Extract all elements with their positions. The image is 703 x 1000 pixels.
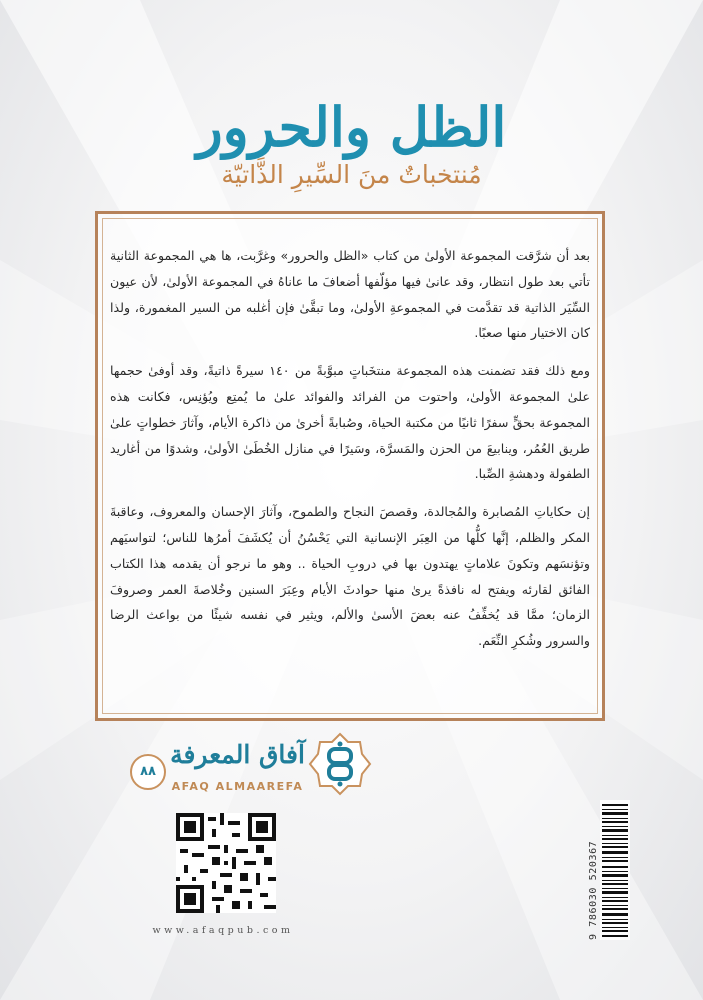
isbn-digits: 9 786030 520367 xyxy=(588,840,599,940)
book-subtitle: مُنتخباتٌ منَ السِّيرِ الذَّاتيّة xyxy=(221,160,482,189)
paragraph-1: بعد أن شرَّقت المجموعة الأولىٰ من كتاب «الظل والحرور» وغرَّبت، ها هي المجموعة الثانية تأتي بعد طول انتظار، وقد عانىٰ فيها مؤلّفها أضعافَ ما عاناهُ في المجموعة الأولىٰ، لأن عيون السِّيَر الذاتية قد تقدَّمت في المجموعةِ الأولىٰ، وما تبقَّىٰ فإن أغلبه من السير المغمورة، ولذا كان الاختيار منها صعبًا. xyxy=(110,248,590,341)
website-url: www.afaqpub.com xyxy=(152,925,294,936)
paragraph-2: ومع ذلك فقد تضمنت هذه المجموعة منتخَباتٍ مبوَّبةً من ١٤٠ سيرةً ذاتيةً، وقد أوفىٰ حجمها علىٰ المجموعة الأولىٰ، واحتوت من الفرائد والفوائد علىٰ ما يُمتِع ويُؤنِس، فكانت هذه المجموعة بحقٍّ سفرًا ثانيًا من مكتبة الحياة، وصُبابةً أخرىٰ من ذاكرة الأيام، وآثارَ خطواتٍ علىٰ طريق العُمُر، وينابيعَ من الحزن والمَسرَّة، وسَيرًا في منازل الخُطَىٰ الأولىٰ، وشدوًا من أغاريد الطفولة ودهشةِ الصِّبا. xyxy=(110,363,590,482)
publisher-name-english: AFAQ ALMAAREFA xyxy=(171,780,304,793)
paragraph-3: إن حكاياتِ المُصابرة والمُجالدة، وقصصَ النجاح والطموح، وآثارَ الإحسان والمعروف، وعاقبةَ المكر والظلم، إنَّها كلُّها من العِبَر الإنسانية التي يَحْسُنُ أن يُكشَفَ أمرُها للناس؛ لتواسيَهم وتؤنسَهم وتكونَ علاماتٍ يهتدون بها في دروبِ الحياة .. وهو ما نرجو أن يقدمه هذا الكتاب الفائق لقارئه ويفتح له نافذةً يرىٰ منها حوادثَ الأيام وعِبَرَ السنين وخُلاصةَ العمر وصروفَ الزمان؛ ممَّا قد يُخفِّفُ عنه بعضَ الأسىٰ والألم، ويثير في نفسه شيئًا من بواعث الرضا والسرور وشُكرِ النِّعَم. xyxy=(110,504,590,649)
publisher-name-arabic: آفاق المعرفة xyxy=(170,740,305,769)
publisher-logo xyxy=(130,728,380,808)
back-cover-text xyxy=(110,243,590,666)
publisher-emblem-icon xyxy=(308,732,372,796)
qr-code xyxy=(176,813,276,913)
title-block xyxy=(0,92,703,192)
book-title: الظل والحرور xyxy=(196,95,507,159)
isbn-barcode xyxy=(600,800,630,940)
series-number-badge: ٨٨ xyxy=(130,754,166,790)
